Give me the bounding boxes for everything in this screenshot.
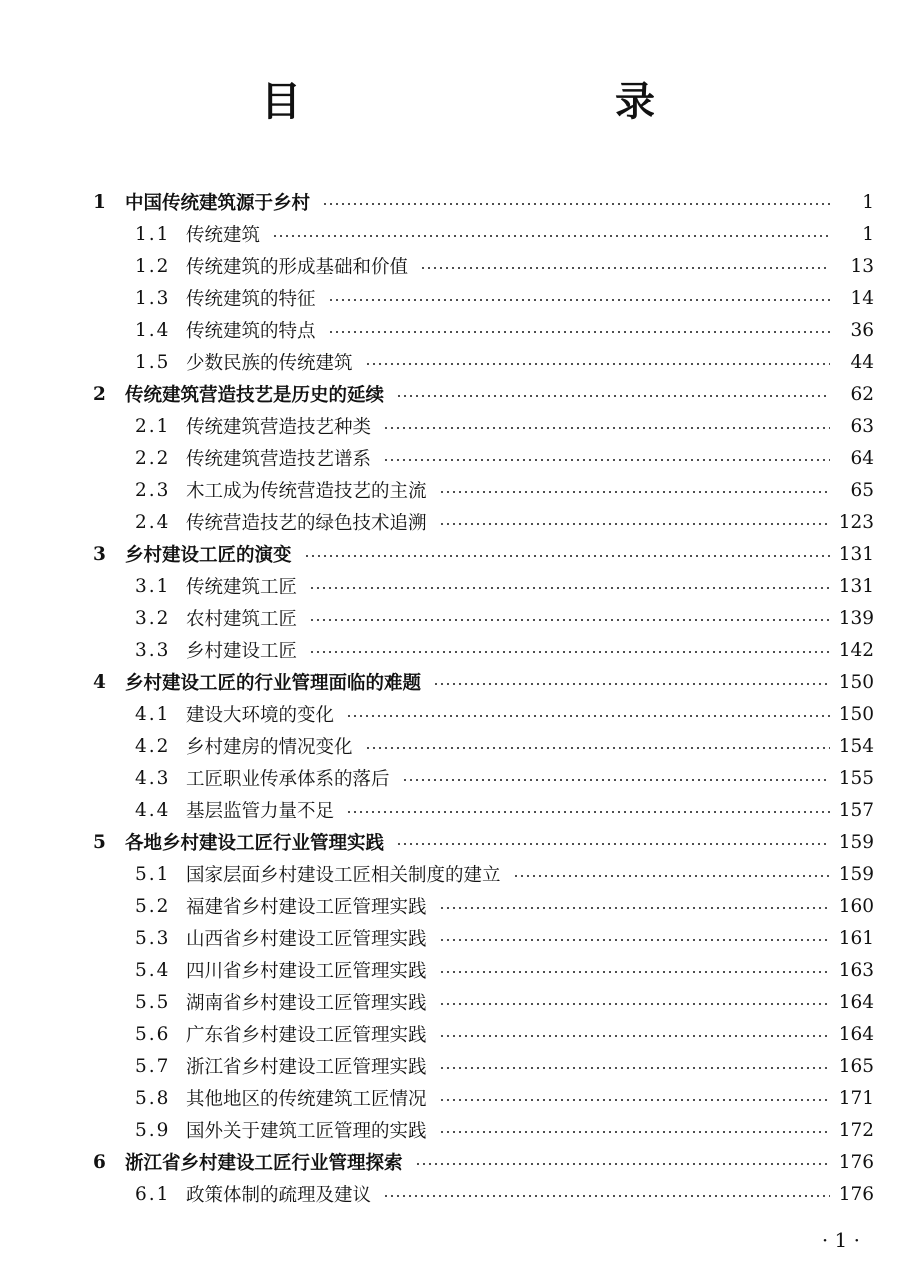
toc-entry-title: 福建省乡村建设工匠管理实践 [186,897,427,918]
toc-entry-number: 5.7 [135,1055,171,1077]
toc-chapter-entry[interactable] [0,378,916,410]
toc-entry-number: 5 [93,831,106,853]
toc-entry-title: 中国传统建筑源于乡村 [125,193,311,214]
toc-entry-page-number: 160 [838,895,874,917]
toc-entry-number: 1.2 [135,255,171,277]
toc-entry-title: 基层监管力量不足 [186,801,335,822]
dot-leader [383,427,830,429]
toc-entry-number: 5.8 [135,1087,171,1109]
toc-entry-number: 2 [93,383,106,405]
toc-entry-number: 3.3 [135,639,171,661]
toc-entry-number: 4 [93,671,106,693]
toc-entry-title: 山西省乡村建设工匠管理实践 [186,929,427,950]
dot-leader [383,1195,830,1197]
dot-leader [402,779,830,781]
toc-entry-page-number: 36 [850,319,874,341]
toc-entry-number: 5.2 [135,895,171,917]
toc-entry-title: 少数民族的传统建筑 [186,353,353,374]
dot-leader [365,363,830,365]
toc-chapter-entry[interactable] [0,538,916,570]
dot-leader [439,1131,830,1133]
toc-entry-title: 传统建筑的特征 [186,289,316,310]
toc-entry-page-number: 176 [838,1151,874,1173]
toc-section-entry[interactable] [0,410,916,442]
toc-entry-page-number: 63 [850,415,874,437]
toc-entry-title: 工匠职业传承体系的落后 [186,769,390,790]
toc-section-entry[interactable] [0,794,916,826]
toc-entry-number: 1.4 [135,319,171,341]
dot-leader [420,267,830,269]
toc-entry-page-number: 44 [850,351,874,373]
toc-entry-page-number: 172 [838,1119,874,1141]
toc-entry-title: 浙江省乡村建设工匠行业管理探索 [125,1153,403,1174]
dot-leader [415,1163,830,1165]
toc-entry-page-number: 165 [838,1055,874,1077]
dot-leader [309,587,830,589]
toc-entry-page-number: 14 [850,287,874,309]
toc-entry-page-number: 131 [838,575,874,597]
toc-entry-number: 3.2 [135,607,171,629]
toc-entry-title: 传统建筑工匠 [186,577,298,598]
toc-entry-title: 国家层面乡村建设工匠相关制度的建立 [186,865,501,886]
toc-entry-title: 乡村建设工匠的演变 [125,545,292,566]
toc-section-entry[interactable] [0,1114,916,1146]
toc-chapter-entry[interactable] [0,826,916,858]
toc-entry-number: 2.2 [135,447,171,469]
dot-leader [439,971,830,973]
dot-leader [322,203,830,205]
toc-entry-page-number: 150 [838,671,874,693]
toc-entry-title: 传统营造技艺的绿色技术追溯 [186,513,427,534]
toc-entry-title: 浙江省乡村建设工匠管理实践 [186,1057,427,1078]
toc-entry-title: 传统建筑营造技艺种类 [186,417,372,438]
toc-entry-number: 4.4 [135,799,171,821]
toc-section-entry[interactable] [0,858,916,890]
dot-leader [396,395,830,397]
toc-chapter-entry[interactable] [0,666,916,698]
dot-leader [439,1035,830,1037]
toc-entry-title: 传统建筑的特点 [186,321,316,342]
toc-section-entry[interactable] [0,986,916,1018]
toc-entry-title: 政策体制的疏理及建议 [186,1185,372,1206]
toc-entry-title: 木工成为传统营造技艺的主流 [186,481,427,502]
toc-entry-title: 传统建筑 [186,225,261,246]
toc-entry-title: 国外关于建筑工匠管理的实践 [186,1121,427,1142]
toc-entry-title: 农村建筑工匠 [186,609,298,630]
dot-leader [439,907,830,909]
page-folio: · 1 · [821,1228,860,1252]
toc-section-entry[interactable] [0,474,916,506]
dot-leader [439,1099,830,1101]
toc-entry-number: 1 [93,191,106,213]
dot-leader [439,523,830,525]
dot-leader [439,491,830,493]
dot-leader [309,651,830,653]
toc-entry-title: 乡村建设工匠的行业管理面临的难题 [125,673,422,694]
toc-entry-page-number: 176 [838,1183,874,1205]
dot-leader [365,747,830,749]
toc-entry-title: 各地乡村建设工匠行业管理实践 [125,833,385,854]
toc-section-entry[interactable] [0,218,916,250]
toc-chapter-entry[interactable] [0,1146,916,1178]
toc-entry-number: 3 [93,543,106,565]
page-title: 目 录 [261,79,733,125]
toc-entry-page-number: 1 [862,223,874,245]
dot-leader [396,843,830,845]
toc-entry-page-number: 62 [850,383,874,405]
toc-entry-title: 传统建筑营造技艺是历史的延续 [125,385,385,406]
dot-leader [328,331,830,333]
toc-entry-page-number: 150 [838,703,874,725]
toc-entry-title: 建设大环境的变化 [186,705,335,726]
toc-entry-number: 4.2 [135,735,171,757]
dot-leader [439,1003,830,1005]
toc-entry-page-number: 171 [838,1087,874,1109]
toc-chapter-entry[interactable] [0,186,916,218]
toc-section-entry[interactable] [0,698,916,730]
dot-leader [439,939,830,941]
toc-entry-number: 5.4 [135,959,171,981]
toc-entry-title: 乡村建房的情况变化 [186,737,353,758]
toc-entry-number: 1.3 [135,287,171,309]
toc-entry-number: 2.3 [135,479,171,501]
toc-section-entry[interactable] [0,506,916,538]
dot-leader [433,683,830,685]
toc-entry-number: 5.9 [135,1119,171,1141]
toc-entry-page-number: 163 [838,959,874,981]
toc-entry-page-number: 123 [838,511,874,533]
toc-section-entry[interactable] [0,1082,916,1114]
toc-section-entry[interactable] [0,954,916,986]
toc-entry-number: 3.1 [135,575,171,597]
dot-leader [304,555,830,557]
toc-entry-number: 5.6 [135,1023,171,1045]
toc-entry-page-number: 64 [850,447,874,469]
toc-entry-number: 5.5 [135,991,171,1013]
toc-entry-title: 传统建筑营造技艺谱系 [186,449,372,470]
toc-entry-title: 传统建筑的形成基础和价值 [186,257,409,278]
toc-entry-number: 4.3 [135,767,171,789]
toc-entry-page-number: 164 [838,1023,874,1045]
toc-section-entry[interactable] [0,346,916,378]
toc-section-entry[interactable] [0,314,916,346]
toc-entry-number: 1.5 [135,351,171,373]
dot-leader [346,715,830,717]
toc-section-entry[interactable] [0,890,916,922]
toc-entry-title: 其他地区的传统建筑工匠情况 [186,1089,427,1110]
toc-entry-title: 四川省乡村建设工匠管理实践 [186,961,427,982]
dot-leader [346,811,830,813]
toc-entry-number: 6.1 [135,1183,171,1205]
toc-entry-number: 2.1 [135,415,171,437]
toc-entry-page-number: 65 [850,479,874,501]
dot-leader [328,299,830,301]
toc-section-entry[interactable] [0,570,916,602]
toc-section-entry[interactable] [0,282,916,314]
toc-entry-page-number: 164 [838,991,874,1013]
toc-entry-page-number: 139 [838,607,874,629]
toc-entry-number: 6 [93,1151,106,1173]
toc-entry-number: 2.4 [135,511,171,533]
toc-section-entry[interactable] [0,602,916,634]
toc-entry-page-number: 159 [838,831,874,853]
toc-section-entry[interactable] [0,730,916,762]
toc-entry-number: 5.1 [135,863,171,885]
toc-entry-page-number: 13 [850,255,874,277]
dot-leader [309,619,830,621]
toc-entry-page-number: 1 [862,191,874,213]
toc-entry-number: 5.3 [135,927,171,949]
toc-entry-page-number: 142 [838,639,874,661]
toc-section-entry[interactable] [0,1178,916,1210]
toc-section-entry[interactable] [0,250,916,282]
toc-section-entry[interactable] [0,762,916,794]
toc-section-entry[interactable] [0,1018,916,1050]
toc-section-entry[interactable] [0,922,916,954]
toc-entry-title: 湖南省乡村建设工匠管理实践 [186,993,427,1014]
toc-entry-page-number: 155 [838,767,874,789]
toc-entry-title: 乡村建设工匠 [186,641,298,662]
toc-section-entry[interactable] [0,442,916,474]
toc-entry-page-number: 131 [838,543,874,565]
toc-entry-page-number: 154 [838,735,874,757]
toc-entry-page-number: 159 [838,863,874,885]
toc-entry-page-number: 161 [838,927,874,949]
toc-entry-title: 广东省乡村建设工匠管理实践 [186,1025,427,1046]
dot-leader [383,459,830,461]
dot-leader [513,875,830,877]
dot-leader [272,235,830,237]
toc-entry-number: 4.1 [135,703,171,725]
toc-section-entry[interactable] [0,1050,916,1082]
toc-entry-page-number: 157 [838,799,874,821]
toc-entry-number: 1.1 [135,223,171,245]
dot-leader [439,1067,830,1069]
toc-section-entry[interactable] [0,634,916,666]
